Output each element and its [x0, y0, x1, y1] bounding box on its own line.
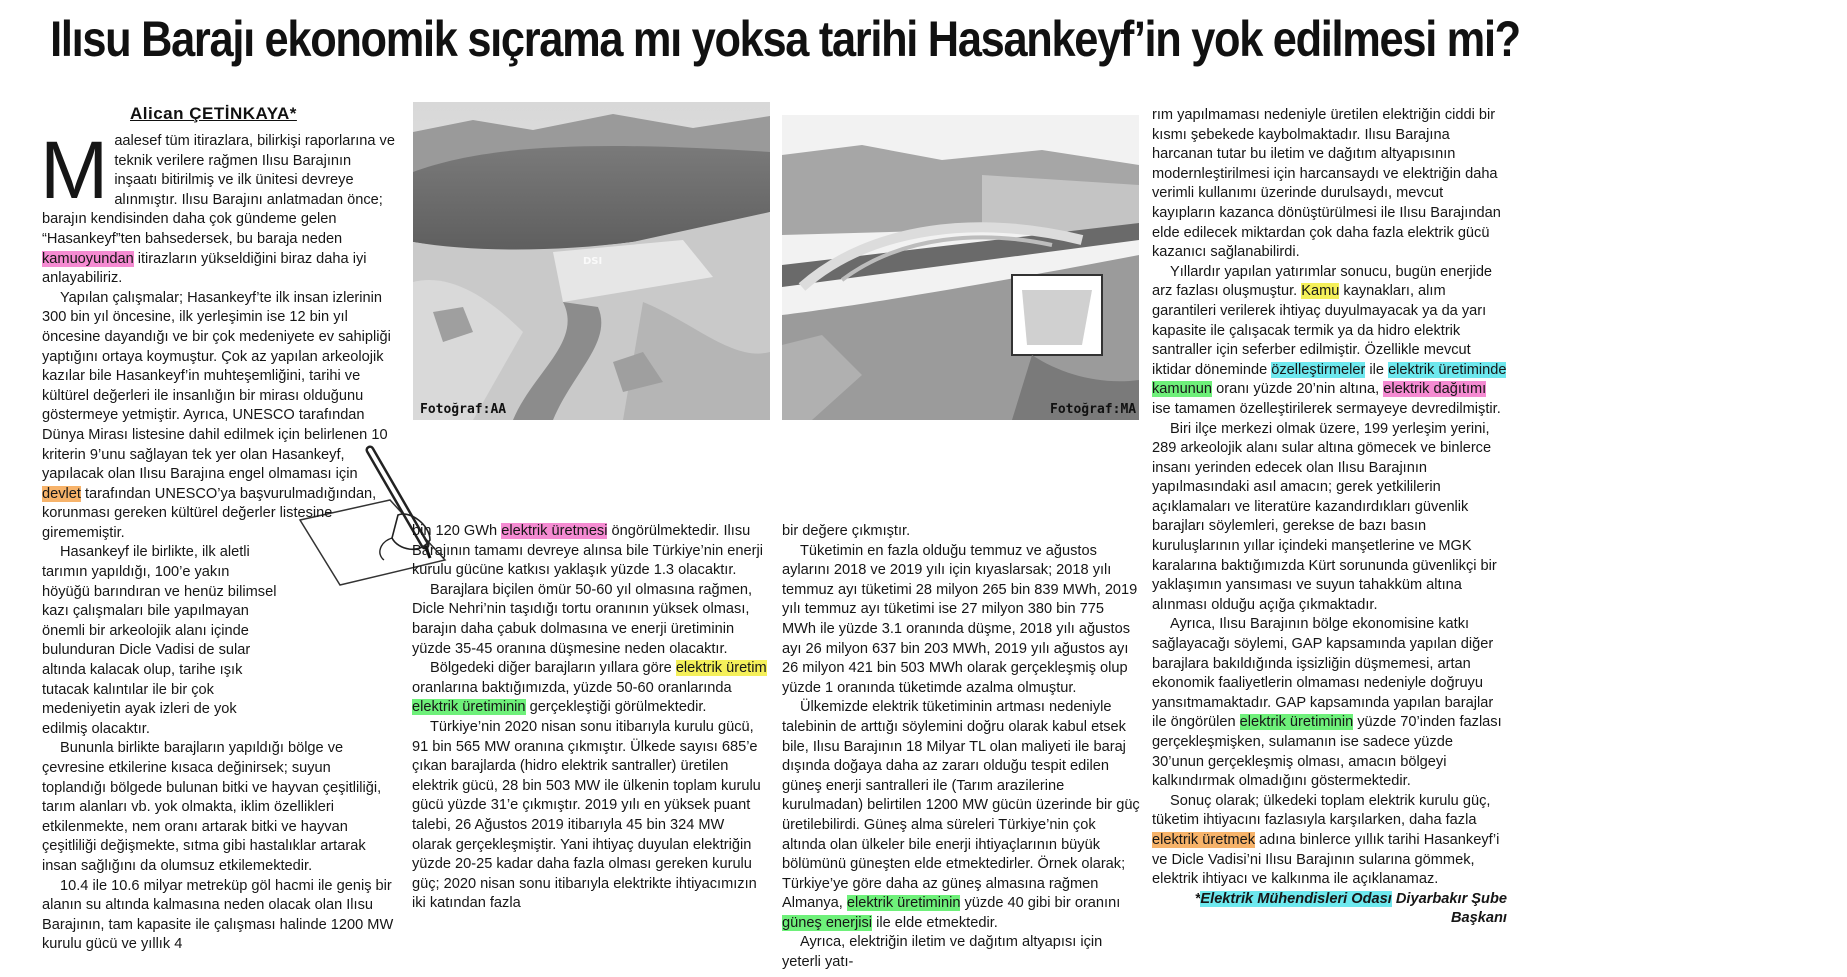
- highlighted-term: Kamu: [1301, 283, 1340, 300]
- paragraph: [782, 698, 1142, 933]
- text-run: Ayrıca, Ilısu Barajının bölge ekonomisine katkı sağlayacağı söylemi, GAP kapsamında yapılan diğer barajlara bakıldığında işsizliğin düşmemesi, artan ekonomik faaliyetlerin olmaması nedeniyle doğruyu yansıtmamaktadır. GAP kapsamında yapılan barajlar ile öngörülen: [1152, 616, 1494, 731]
- paragraph: Biri ilçe merkezi olmak üzere, 199 yerleşim yerini, 289 arkeolojik alanı sular altına gömecek ve binlerce insanı yerinden edecek olan Ilısu Barajının yapılmasındaki asıl amacın; gerek yetkililerin açıklamaları ve literatüre kazandırdıkları güvenlik barajları söylemleri, gerekse de bazı basın kuruluşlarının yıllar içindeki manşetlerine ve MGK karalarına baktığımızda Kürt sorununda güvenlikçi bir yaklaşımın yansıması ve suyun tahakküm altına alınması olduğu açığa çıkmaktadır.: [1152, 420, 1497, 613]
- highlighted-term: elektrik üretiminin: [1239, 714, 1354, 731]
- dsi-sign: DSI: [583, 256, 603, 267]
- highlighted-term: elektrik üretiminin: [846, 895, 961, 912]
- paragraph: [412, 659, 767, 718]
- highlighted-term: özelleştirmeler: [1271, 361, 1366, 378]
- dam-aerial-illustration: [413, 102, 770, 420]
- text-run: ile elde etmektedir.: [872, 914, 998, 931]
- column-2: [412, 522, 767, 914]
- highlighted-term: kamunun: [1152, 381, 1213, 398]
- text-run: Ülkemizde elektrik tüketiminin artması nedeniyle talebinin de arttığı söylemini doğru olarak kabul etsek bile, Ilısu Barajının 18 Milyar TL olan maliyeti ile baraj dışında doğaya daha az zararı olduğu tespit edilen güneş enerji santralleri ile (Tarım arazilerine kurulmadan) belirtilen 1200 MW gücün üzerinde bir güç üretilebilirdi. Güneş alma süreleri Türkiye’nin çok altında olan ülkeler bile enerji ihtiyaçlarının büyük bölümünü güneşten elde etmektedirler. Örnek olarak; Türkiye’ye göre daha az güneş almasına rağmen Almanya,: [782, 699, 1140, 912]
- text-run: oranı yüzde 20’nin altına,: [1212, 381, 1384, 398]
- text-run: aalesef tüm itirazlara, bilirkişi raporlarına ve teknik verilere rağmen Ilısu Barajının inşaatı bitirilmiş ve ilk ünitesi devreye alınmıştır. Ilısu Barajını anlatmadan önce; barajın kendisinden daha çok gündeme gelen “Hasankeyf”ten bahsedersek, bu baraja neden: [42, 133, 395, 247]
- text-run: kaynakları, alım garantileri verilerek ihtiyaç duyulmayacak ya da yarı kapasite ile çalışacak termik ya da hidro elektrik santraller için seferber edilmiştir. Özellikle mevcut iktidar döneminde: [1152, 283, 1487, 378]
- paragraph: [40, 125, 397, 289]
- highlighted-term: güneş enerjisi: [782, 914, 873, 931]
- paragraph: Hasankeyf ile birlikte, ilk aletli tarımın yapıldığı, 100’e yakın höyüğü barındıran ve henüz bilimsel kazı çalışmaları bile yapılmayan önemli bir arkeolojik alanı içinde bulunduran Dicle Vadisi de sular altında kalacak olup, tarihe ışık tutacak kalıntılar ile bir çok medeniyetin ayak izleri de yok edilmiş olacaktır.: [42, 544, 277, 737]
- text-run: Diyarbakır Şube Başkanı: [1391, 890, 1507, 927]
- paragraph: 10.4 ile 10.6 milyar metreküp göl hacmi ile geniş bir alanın su altında kalmasına neden olacak olan Ilısu Barajının, tam kapasite ile çalışması halinde 1200 MW kurulu gücü ve yıllık 4: [42, 877, 394, 953]
- highlighted-term: elektrik dağıtımı: [1383, 381, 1487, 398]
- photo2-caption: Fotoğraf:MA: [1050, 402, 1137, 417]
- text-run: yüzde 40 gibi bir oranını: [960, 895, 1121, 912]
- paragraph: Tüketimin en fazla olduğu temmuz ve ağustos aylarını 2018 ve 2019 yılı için kıyaslarsak; 2018 yılı temmuz ayı tüketimi 28 milyon 265 bin 839 MWh, 2019 yılı temmuz ayı tüketimi ise 27 milyon 380 bin 775 MWh ile yüzde 3.1 oranında düşme, 2018 yılı ağustos ayı 26 milyon 637 bin 203 MWh, 2019 yılı ağustos ayı 26 milyon 421 bin 503 MWh olarak gerçekleşmiş olup yüzde 1 oranında tüketimde azalma olmuştur.: [782, 542, 1138, 696]
- text-run: itirazların yükseldiğini biraz daha iyi anlayabiliriz.: [42, 250, 367, 287]
- paragraph: [412, 522, 767, 581]
- column-1: [40, 125, 397, 955]
- text-run: Yapılan çalışmalar; Hasankeyf’te ilk insan izlerinin 300 bin yıl öncesine, ilk yerleşimin ise 12 bin yıl öncesine dayandığı ve bir çok medeniyete ev sahipliği yaptığını ortaya koymuştur. Çok az yapılan arkeolojik kazılar bile Hasankeyf’in muhteşemliğini, tarihi ve kültürel değerleri ile insanlığın bir mirası olduğunu göstermeye yetmiştir. Ayrıca, UNESCO tarafından Dünya Mirası listesine dahil edilmek için belirlenen 10 kriterin 9’unu sağlayan tek yer olan Hasankeyf, yapılacak olan Ilısu Barajına engel olmaması için: [42, 289, 391, 483]
- highlighted-term: elektrik üretiminin: [412, 699, 526, 716]
- highlighted-term: elektrik üretim: [675, 660, 767, 677]
- highlighted-term: elektrik üretiminde: [1388, 361, 1507, 378]
- highlighted-term: elektrik üretmek: [1152, 831, 1255, 848]
- text-run: Sonuç olarak; ülkedeki toplam elektrik kurulu güç, tüketim ihtiyacını fazlasıyla karşılarken, daha fazla: [1152, 792, 1491, 829]
- paragraph: bir değere çıkmıştır.: [782, 523, 911, 539]
- paragraph: Ayrıca, elektriğin iletim ve dağıtım altyapısı için yeterli yatı-: [782, 934, 1103, 971]
- highlighted-term: elektrik üretmesi: [501, 523, 608, 539]
- text-run: adına binlerce yıllık tarihi Hasankeyf’i ve Dicle Vadisi’ni Ilısu Barajının sularına gömmek, elektrik ihtiyacı ve kalkınma ile açıklanamaz.: [1152, 831, 1500, 888]
- drop-cap: M: [40, 125, 109, 216]
- text-run: ise tamamen özelleştirilerek sermayeye devredilmiştir.: [1152, 400, 1501, 417]
- highlighted-term: devlet: [42, 485, 81, 502]
- paragraph: [42, 289, 397, 544]
- author-footnote: [1152, 890, 1507, 929]
- paragraph: [1152, 615, 1507, 791]
- text-run: yüzde 70’inden fazlası gerçekleşmişken, sulamanın ise sadece yüzde 30’unun gerçekleşmiş olması, amacın bölgeyi kalkındırmak olmadığını göstermektedir.: [1152, 714, 1502, 790]
- text-run: öngörülmektedir. Ilısu Barajının tamamı devreye alınsa bile Türkiye’nin enerji kurulu gücüne katkısı yaklaşık yüzde 1.3 olacaktır.: [412, 523, 763, 579]
- paragraph: rım yapılmaması nedeniyle üretilen elektriğin ciddi bir kısmı şebekede kaybolmaktadır. Ilısu Barajına harcanan tutar bu iletim ve dağıtım altyapısının modernleştirilmesi için harcansaydı ve elektriğin daha verimli kullanımı üzerinde durulsaydı, mevcut kayıpların kazanca dönüştürülmesi ile Ilısu Barajından elde edilecek miktardan çok daha fazla elektrik gücü kazanıcı sağlanabilirdi.: [1152, 107, 1501, 261]
- headline: Ilısu Barajı ekonomik sıçrama mı yoksa tarihi Hasankeyf’in yok edilmesi mi?: [50, 11, 1520, 67]
- paragraph: Bununla birlikte barajların yapıldığı bölge ve çevresine etkilerine kısaca değinirsek; suyun toplandığı bölgede bulunan bitki ve hayvan çeşitliliği, tarım alanları vb. yok olmakta, iklim özellikleri etkilenmekte, nem oranı artarak bitki ve hayvan çeşitliliği değişmekte, sıtma gibi hastalıklar artarak insan sağlığını da olumsuz etkilemektedir.: [42, 740, 382, 874]
- text-run: Bölgedeki diğer barajların yıllara göre: [430, 660, 676, 677]
- text-run: bin 120 GWh: [412, 523, 502, 539]
- text-run: Yıllardır yapılan yatırımlar sonucu, bugün enerjide arz fazlası oluşmuştur.: [1152, 263, 1493, 300]
- paragraph: [1152, 263, 1507, 420]
- bridge-illustration: [782, 115, 1139, 420]
- text-run: *: [1194, 890, 1201, 907]
- photo1-caption: Fotoğraf:AA: [420, 402, 507, 417]
- author-byline: Alican ÇETİNKAYA*: [130, 104, 297, 123]
- dam-aerial-photo: [413, 102, 770, 420]
- highlighted-term: Elektrik Mühendisleri Odası: [1200, 890, 1392, 907]
- paragraph: Türkiye’nin 2020 nisan sonu itibarıyla kurulu gücü, 91 bin 565 MW oranına çıkmıştır. Ülkede sayısı 685’e çıkan barajlarda (hidro elektrik santraller) üretilen elektrik gücü, 28 bin 503 MW ile ülkenin toplam kurulu gücü yüzde 31’e çıkmıştır. 2019 yılı en yüksek puant talebi, 26 Ağustos 2019 itibarıyla 45 bin 324 MW olarak gerçekleşmiştir. Yani ihtiyaç duyulan elektriğin yüzde 20-25 kadar daha fazla olması gereken kurulu güç; 2020 nisan sonu itibarıyla elektrikte ihtiyacımızın iki katından fazla: [412, 718, 761, 912]
- bridge-photo: [782, 115, 1139, 420]
- text-run: tarafından UNESCO’ya başvurulmadığından, korunması gereken kültürel değerler listesine girememiştir.: [42, 485, 377, 541]
- text-run: oranlarına baktığımızda, yüzde 50-60 oranlarında: [412, 679, 732, 696]
- column-3: [782, 522, 1142, 973]
- text-run: ile: [1365, 361, 1389, 378]
- column-4: [1152, 106, 1507, 929]
- paragraph: Barajlara biçilen ömür 50-60 yıl olmasına rağmen, Dicle Nehri’nin taşıdığı tortu oranının yüksek olması, barajın daha çabuk dolmasına ve enerji üretiminin yüzde 35-45 oranına düşmesine neden olacaktır.: [412, 581, 753, 657]
- paragraph: [1152, 792, 1507, 890]
- text-run: gerçekleştiği görülmektedir.: [525, 699, 707, 716]
- highlighted-term: kamuoyundan: [42, 250, 134, 267]
